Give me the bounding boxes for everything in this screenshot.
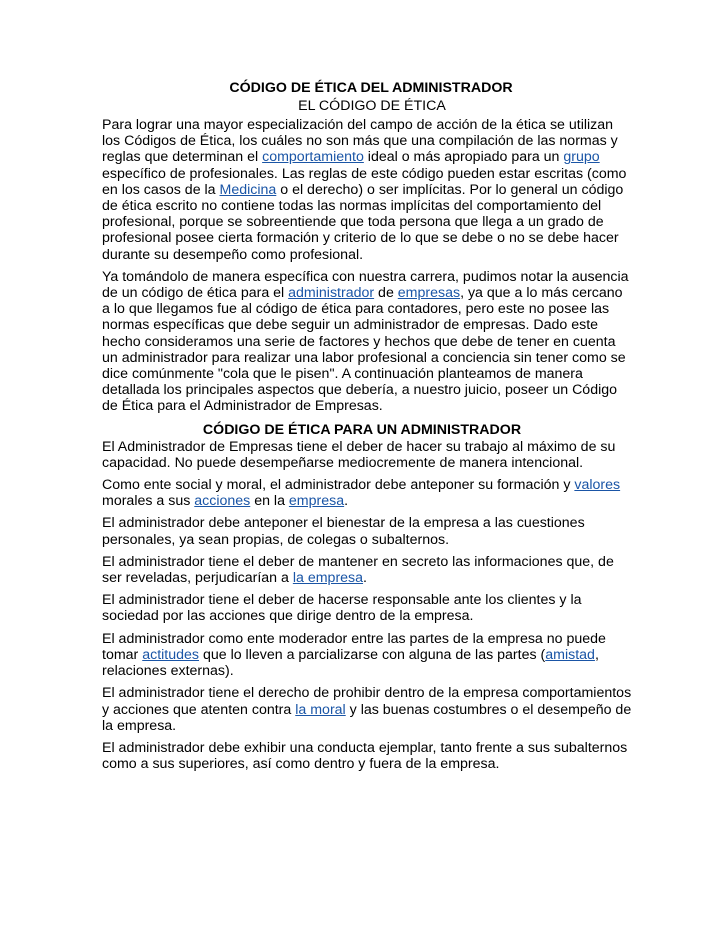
paragraph-text: Ya tomándolo de manera específica con nuestra carrera, pudimos notar la ausencia de un código de ética para el (102, 268, 629, 302)
paragraph-text: y las buenas costumbres o el desempeño de la empresa. (102, 701, 632, 734)
link-comportamiento[interactable]: comportamiento (262, 149, 364, 166)
paragraph-text: El administrador tiene el deber de mantener en secreto las informaciones que, de ser reveladas, perjudicarían a (102, 553, 614, 587)
paragraph-text: , relaciones externas). (102, 646, 599, 680)
paragraph-text: Para lograr una mayor especialización del campo de acción de la ética se utilizan los Códigos de Ética, los cuáles no son más que una compilación de las normas y reglas que determinan el (102, 117, 618, 166)
link-grupo[interactable]: grupo (563, 149, 600, 166)
link-la-moral[interactable]: la moral (295, 701, 346, 718)
link-empresa[interactable]: empresa (288, 493, 345, 510)
link-amistad[interactable]: amistad (545, 646, 595, 663)
section-heading: CÓDIGO DE ÉTICA PARA UN ADMINISTRADOR (202, 421, 522, 438)
paragraph-text: , ya que a lo más cercano a lo que llegamos fue al código de ética para contadores, pero este no posee las normas específicas que debe seguir un administrador de empresas. Dado este hecho consideramos una serie de factores y hechos que debe de tener en cuenta un administrador para realizar una labor profesional a conciencia sin tener como se dice comúnmente "cola que le pisen". A continuación planteamos de manera detallada los principales aspectos que debería, a nuestro juicio, poseer un Código de Ética para el Administrador de Empresas. (102, 285, 626, 415)
document-page (102, 79, 632, 778)
paragraph-responsable: El administrador tiene el deber de hacerse responsable ante los clientes y la sociedad por las acciones que dirige dentro de la empresa. (102, 592, 582, 625)
paragraph-text: El administrador tiene el derecho de prohibir dentro de la empresa comportamientos y acciones que atenten contra (102, 685, 632, 718)
paragraph-prohibir (102, 685, 632, 734)
paragraph-text: Como ente social y moral, el administrador debe anteponer su formación y (102, 477, 575, 494)
paragraph-text: que lo lleven a parcializarse con alguna de las partes ( (199, 646, 546, 663)
paragraph-ente-social (102, 477, 632, 509)
link-medicina[interactable]: Medicina (219, 181, 277, 198)
paragraph-secreto (102, 554, 632, 586)
paragraph-bienestar: El administrador debe anteponer el bienestar de la empresa a las cuestiones personales, ya sean propias, de colegas o subalternos. (102, 515, 585, 548)
document-subtitle: EL CÓDIGO DE ÉTICA (298, 98, 446, 114)
paragraph-conducta: El administrador debe exhibir una conducta ejemplar, tanto frente a sus subalternos como a sus superiores, así como dentro y fuera de la empresa. (102, 739, 628, 773)
paragraph-carrera (102, 269, 632, 415)
paragraph-text: o el derecho) o ser implícitas. Por lo general un código de ética escrito no contiene todas las normas implícitas del comportamiento del profesional, porque se sobreentiende que toda persona que llega a un grado de profesional posee cierta formación y criterio de lo que se debe o no se debe hacer durante su desempeño como profesional. (102, 181, 624, 263)
document-title: CÓDIGO DE ÉTICA DEL ADMINISTRADOR (229, 80, 513, 96)
paragraph-text: ideal o más apropiado para un (363, 149, 564, 166)
paragraph-text: morales a sus (102, 493, 195, 510)
paragraph-text: de (374, 285, 398, 302)
link-actitudes[interactable]: actitudes (142, 646, 200, 663)
paragraph-moderador (102, 631, 632, 680)
paragraph-text: específico de profesionales. Las reglas de este código pueden estar escritas (como en los casos de la (102, 165, 627, 198)
link-empresas[interactable]: empresas (397, 285, 461, 302)
link-administrador[interactable]: administrador (288, 285, 375, 302)
paragraph-intro (102, 117, 632, 263)
link-la-empresa[interactable]: la empresa (292, 570, 364, 587)
paragraph-text: en la (250, 493, 289, 510)
paragraph-text: . (344, 493, 349, 510)
link-acciones[interactable]: acciones (194, 493, 251, 510)
paragraph-text: . (363, 570, 367, 587)
paragraph-deber-maximo: El Administrador de Empresas tiene el deber de hacer su trabajo al máximo de su capacidad. No puede desempeñarse mediocremente de manera intencional. (102, 438, 616, 471)
paragraph-text: El administrador como ente moderador entre las partes de la empresa no puede tomar (102, 630, 606, 663)
link-valores[interactable]: valores (574, 477, 621, 494)
